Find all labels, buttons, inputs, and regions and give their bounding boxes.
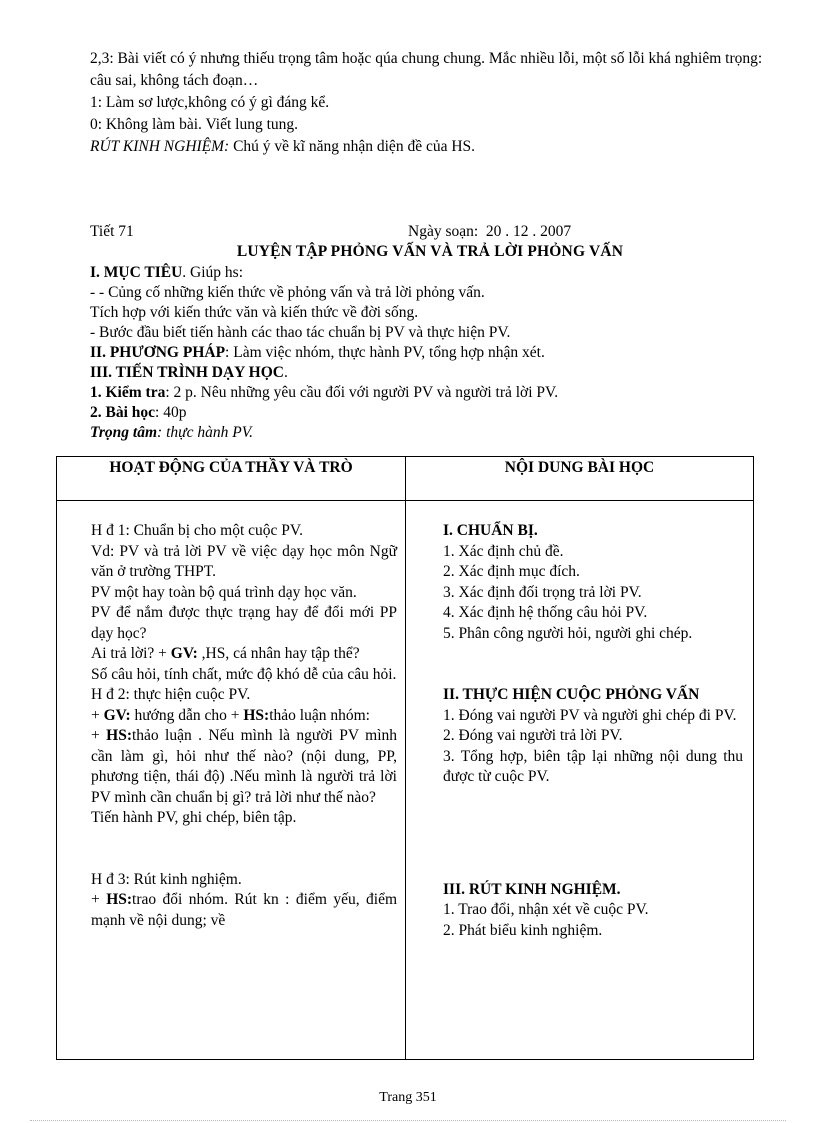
objective-item: Tích hợp với kiến thức văn và kiến thức về đời sống. xyxy=(90,304,419,321)
table-header-row xyxy=(57,457,754,501)
section-review-heading: III. RÚT KINH NGHIỆM. xyxy=(443,880,621,898)
objectives-heading xyxy=(90,263,770,283)
header-teacher-student xyxy=(57,457,406,501)
objective-item: - - Củng cố những kiến thức về phỏng vấn và trả lời phỏng vấn. xyxy=(90,284,485,301)
lessons-learned-text: Chú ý về kĩ năng nhận diện đề của HS. xyxy=(229,138,476,155)
lesson-number: Tiết 71 xyxy=(90,223,134,240)
content-item: 1. Trao đổi, nhận xét về cuộc PV. xyxy=(443,901,649,918)
activity-text: Tiến hành PV, ghi chép, biên tập. xyxy=(91,809,297,826)
activity-text: PV để nắm được thực trạng hay để đổi mới PP dạy học? xyxy=(91,604,397,642)
lessons-learned-label: RÚT KINH NGHIỆM: xyxy=(90,138,230,155)
activity-fragment: + xyxy=(91,727,107,744)
objectives-intro: . Giúp hs: xyxy=(182,264,244,281)
objectives-label: I. MỤC TIÊU xyxy=(90,264,183,281)
activities-cell xyxy=(57,501,406,1060)
lesson-table xyxy=(56,456,754,1060)
hs-label: HS: xyxy=(106,891,133,908)
date-label: Ngày soạn: xyxy=(408,223,479,240)
check-line xyxy=(90,383,770,403)
section-conduct-heading: II. THỰC HIỆN CUỘC PHỎNG VẤN xyxy=(443,686,700,703)
objectives-section xyxy=(90,263,770,443)
activity-text: Số câu hỏi, tính chất, mức độ khó dễ của câu hỏi. xyxy=(91,665,397,683)
activity-fragment: + xyxy=(91,891,107,908)
gv-label: GV: xyxy=(170,645,198,662)
activity-2: H đ 2: thực hiện cuộc PV. xyxy=(91,686,251,703)
activity-fragment: Ai trả lời? + xyxy=(91,645,171,662)
content-item: 1. Đóng vai người PV và người ghi chép đi PV. xyxy=(443,706,737,724)
date-line xyxy=(408,221,571,242)
content-item: 2. Xác định mục đích. xyxy=(443,563,580,580)
hs-label: HS: xyxy=(243,706,270,724)
focus-line xyxy=(90,423,770,443)
lesson-label: 2. Bài học xyxy=(90,404,156,421)
criteria-2-3: 2,3: Bài viết có ý nhưng thiếu trọng tâm hoặc qúa chung chung. Mắc nhiều lỗi, một số lỗi khá nghiêm trọng: câu sai, không tách đoạn… xyxy=(90,50,763,89)
criteria-0: 0: Không làm bài. Viết lung tung. xyxy=(90,116,299,133)
hs-label: HS: xyxy=(106,727,132,744)
gv-label: GV: xyxy=(103,706,131,724)
focus-label: Trọng tâm xyxy=(90,424,158,441)
table-body-row xyxy=(57,501,754,1060)
content-item: 4. Xác định hệ thống câu hỏi PV. xyxy=(443,604,648,621)
lesson-line xyxy=(90,403,770,423)
process-punct: . xyxy=(283,364,288,381)
date-value: 20 . 12 . 2007 xyxy=(485,223,572,240)
activity-fragment: thảo luận nhóm: xyxy=(269,706,370,724)
method-text: : Làm việc nhóm, thực hành PV, tổng hợp nhận xét. xyxy=(225,344,545,361)
method-line xyxy=(90,343,770,363)
content-cell xyxy=(406,501,754,1060)
activity-text: Vd: PV và trả lời PV về việc dạy học môn Ngữ văn ở trường THPT. xyxy=(91,542,397,580)
activity-text xyxy=(91,726,397,808)
activity-text xyxy=(91,706,397,727)
criteria-1: 1: Làm sơ lược,không có ý gì đáng kể. xyxy=(90,94,330,111)
activity-text: PV một hay toàn bộ quá trình dạy học văn. xyxy=(91,583,357,601)
header-left-text: HOẠT ĐỘNG CỦA THẦY VÀ TRÒ xyxy=(109,459,353,476)
grading-criteria-block xyxy=(90,48,770,158)
header-content xyxy=(406,457,754,501)
activity-3: H đ 3: Rút kinh nghiệm. xyxy=(91,870,242,888)
activity-fragment: + xyxy=(91,706,104,724)
content-item: 2. Phát biểu kinh nghiệm. xyxy=(443,921,603,939)
objective-item: - Bước đầu biết tiến hành các thao tác chuẩn bị PV và thực hiện PV. xyxy=(90,324,511,341)
process-heading xyxy=(90,363,770,383)
page-number: Trang 351 xyxy=(379,1090,437,1105)
content-item: 1. Xác định chủ đề. xyxy=(443,542,564,560)
activity-text xyxy=(91,890,397,931)
activity-1: H đ 1: Chuẩn bị cho một cuộc PV. xyxy=(91,522,303,539)
lesson-title: LUYỆN TẬP PHỎNG VẤN VÀ TRẢ LỜI PHỎNG VẤN xyxy=(236,243,624,260)
content-item: 3. Xác định đối trọng trả lời PV. xyxy=(443,583,642,601)
content-item: 5. Phân công người hỏi, người ghi chép. xyxy=(443,624,693,642)
check-text: : 2 p. Nêu những yêu cầu đối với người PV và người trả lời PV. xyxy=(165,384,559,401)
section-prepare-heading: I. CHUẨN BỊ. xyxy=(443,522,538,539)
process-label: III. TIẾN TRÌNH DẠY HỌC xyxy=(90,364,284,381)
content-item: 2. Đóng vai người trả lời PV. xyxy=(443,727,623,744)
activity-fragment: hướng dẫn cho + xyxy=(130,706,244,724)
header-right-text: NỘI DUNG BÀI HỌC xyxy=(504,459,655,476)
activity-fragment: trao đổi nhóm. Rút kn : điểm yếu, điểm mạnh về nội dung; về xyxy=(91,891,398,929)
lessons-learned-note xyxy=(90,136,770,158)
check-label: 1. Kiểm tra xyxy=(90,384,166,401)
activity-fragment: thảo luận . Nếu mình là người PV mình cần làm gì, hỏi như thế nào? (nội dung, PP, phương tiện, thái độ) .Nếu mình là người trả lời PV mình cần chuẩn bị gì? trả lời như thế nào? xyxy=(91,727,398,806)
activity-text xyxy=(91,644,397,665)
lesson-duration: : 40p xyxy=(155,404,187,421)
focus-text: : thực hành PV. xyxy=(157,424,254,441)
footer-divider xyxy=(30,1120,786,1121)
activity-fragment: ,HS, cá nhân hay tập thể? xyxy=(197,645,360,662)
content-item: 3. Tổng hợp, biên tập lại những nội dung thu được từ cuộc PV. xyxy=(443,747,743,785)
method-label: II. PHƯƠNG PHÁP xyxy=(90,344,226,361)
